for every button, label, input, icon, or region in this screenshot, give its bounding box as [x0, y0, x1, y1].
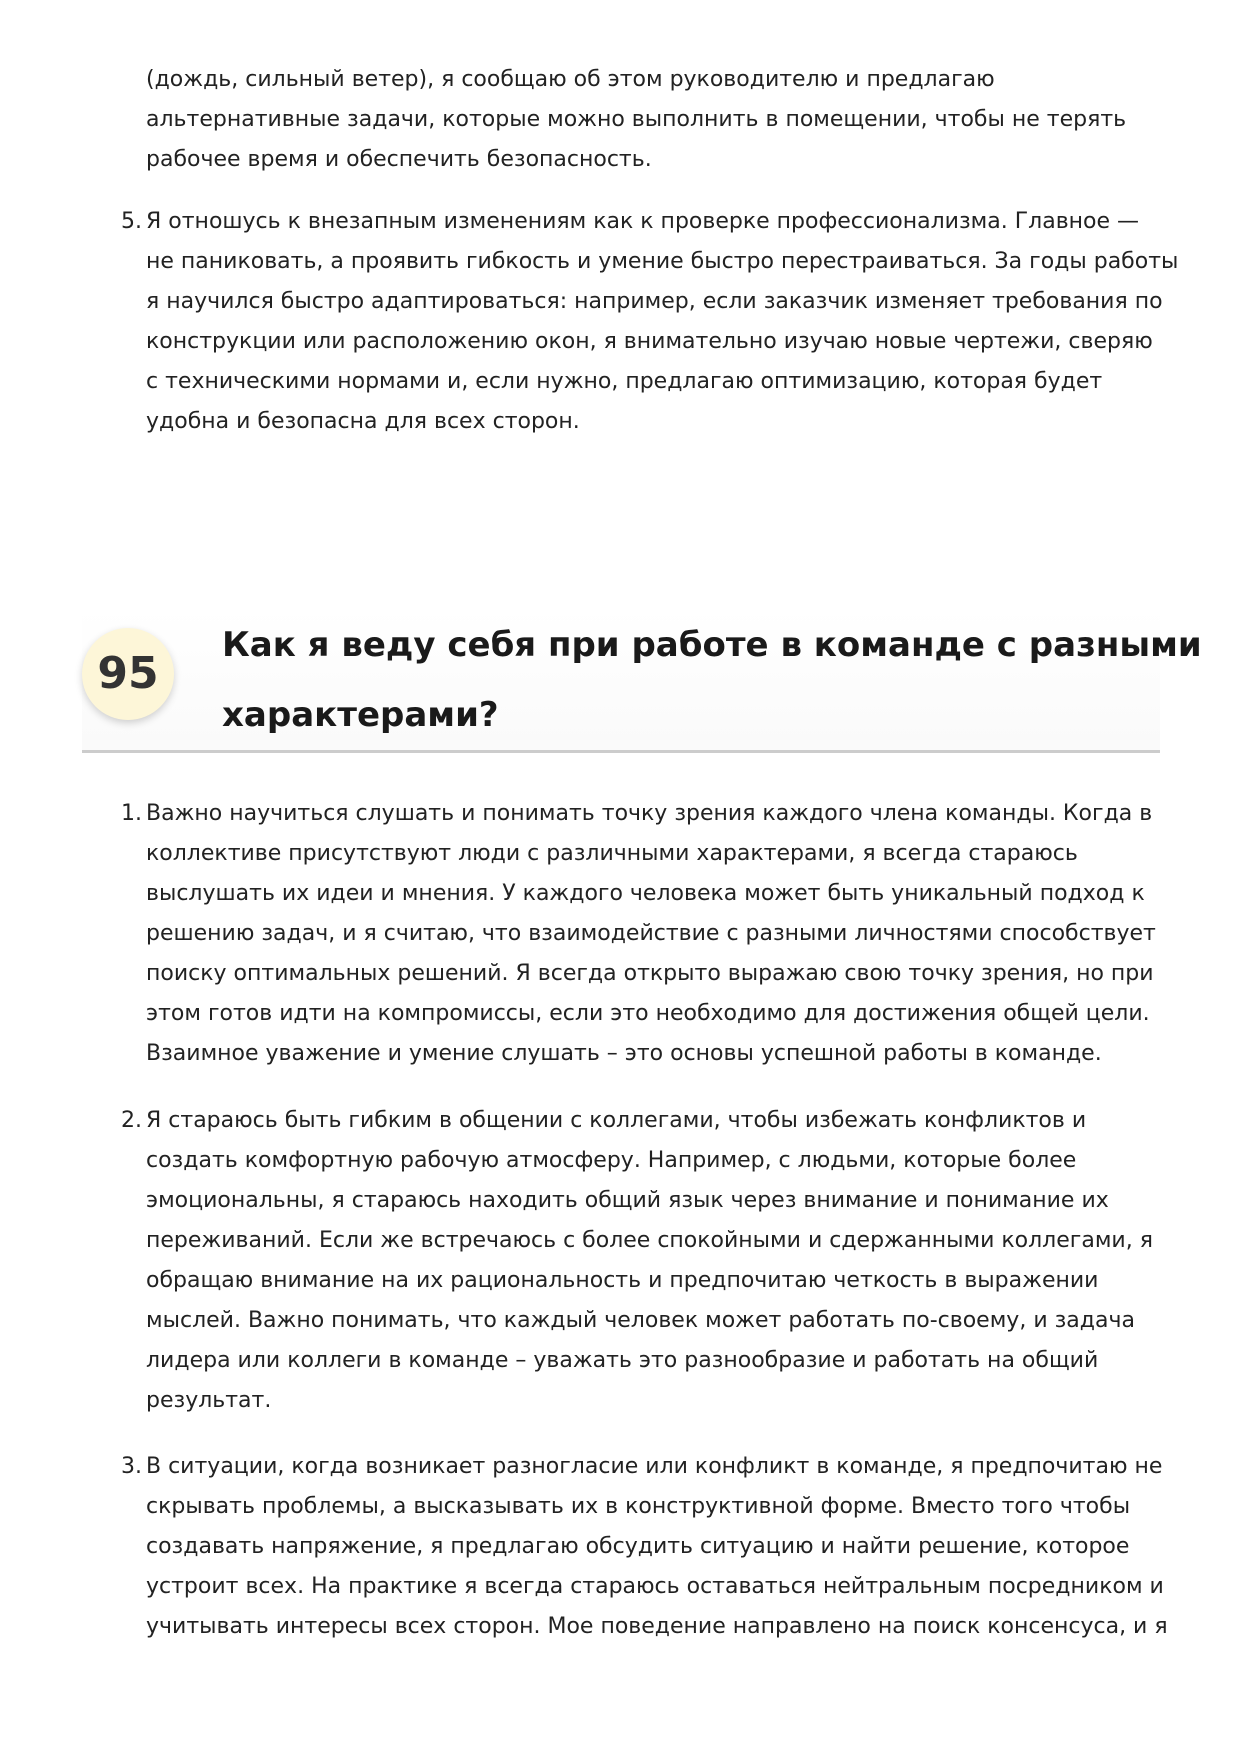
text-line: В ситуации, когда возникает разногласие или конфликт в команде, я предпочитаю не: [146, 1454, 1163, 1479]
list-number: 2.: [121, 1108, 142, 1133]
text-line: скрывать проблемы, а высказывать их в конструктивной форме. Вместо того чтобы: [146, 1494, 1131, 1519]
list-number: 5.: [121, 209, 142, 234]
text-line: учитывать интересы всех сторон. Мое поведение направлено на поиск консенсуса, и я: [146, 1614, 1168, 1639]
text-line: создать комфортную рабочую атмосферу. Например, с людьми, которые более: [146, 1148, 1077, 1173]
list-item-5: [121, 202, 1179, 442]
text-line: удобна и безопасна для всех сторон.: [146, 409, 580, 434]
text-line: создавать напряжение, я предлагаю обсудить ситуацию и найти решение, которое: [146, 1534, 1130, 1559]
text-line: коллективе присутствуют люди с различными характерами, я всегда стараюсь: [146, 841, 1078, 866]
text-line: альтернативные задачи, которые можно выполнить в помещении, чтобы не терять: [146, 107, 1127, 132]
text-line: эмоциональны, я стараюсь находить общий язык через внимание и понимание их: [146, 1188, 1109, 1213]
text-line: Важно научиться слушать и понимать точку зрения каждого члена команды. Когда в: [146, 801, 1153, 826]
text-line: результат.: [146, 1388, 272, 1413]
intro-fragment: [146, 60, 1156, 180]
text-line: обращаю внимание на их рациональность и предпочитаю четкость в выражении: [146, 1268, 1099, 1293]
answer-item-2: [121, 1101, 1156, 1421]
text-line: не паниковать, а проявить гибкость и умение быстро перестраиваться. За годы работы: [146, 249, 1179, 274]
section-header: [82, 608, 1202, 753]
text-line: мыслей. Важно понимать, что каждый человек может работать по-своему, и задача: [146, 1308, 1135, 1333]
text-line: (дождь, сильный ветер), я сообщаю об этом руководителю и предлагаю: [146, 67, 995, 92]
text-line: Я отношусь к внезапным изменениям как к проверке профессионализма. Главное —: [146, 209, 1140, 234]
answer-item-1: [121, 794, 1156, 1074]
text-line: этом готов идти на компромиссы, если это необходимо для достижения общей цели.: [146, 1001, 1150, 1026]
list-number: 3.: [121, 1454, 142, 1479]
list-number: 1.: [121, 801, 142, 826]
section-number-badge: 95: [82, 628, 174, 720]
text-line: Взаимное уважение и умение слушать – это основы успешной работы в команде.: [146, 1041, 1102, 1066]
text-line: устроит всех. На практике я всегда стараюсь оставаться нейтральным посредником и: [146, 1574, 1164, 1599]
text-line: лидера или коллеги в команде – уважать это разнообразие и работать на общий: [146, 1348, 1099, 1373]
text-line: рабочее время и обеспечить безопасность.: [146, 147, 652, 172]
text-line: решению задач, и я считаю, что взаимодействие с разными личностями способствует: [146, 921, 1156, 946]
text-line: поиску оптимальных решений. Я всегда открыто выражаю свою точку зрения, но при: [146, 961, 1154, 986]
answer-item-3: [121, 1447, 1168, 1647]
text-line: Я стараюсь быть гибким в общении с коллегами, чтобы избежать конфликтов и: [146, 1108, 1087, 1133]
text-line: конструкции или расположению окон, я внимательно изучаю новые чертежи, сверяю: [146, 329, 1153, 354]
title-line: характерами?: [222, 695, 499, 735]
section-title: [222, 610, 1202, 750]
text-line: выслушать их идеи и мнения. У каждого человека может быть уникальный подход к: [146, 881, 1145, 906]
title-line: Как я веду себя при работе в команде с разными: [222, 625, 1202, 665]
text-line: я научился быстро адаптироваться: например, если заказчик изменяет требования по: [146, 289, 1163, 314]
text-line: с техническими нормами и, если нужно, предлагаю оптимизацию, которая будет: [146, 369, 1103, 394]
text-line: переживаний. Если же встречаюсь с более спокойными и сдержанными коллегами, я: [146, 1228, 1153, 1253]
